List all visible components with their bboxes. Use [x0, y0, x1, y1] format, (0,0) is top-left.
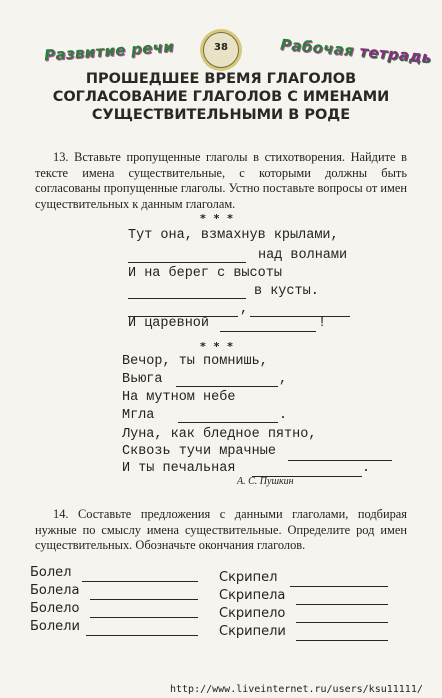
verb-right-3-blank[interactable]: [296, 622, 388, 623]
poem2-line-4-end: .: [279, 408, 288, 423]
poem1-line-6-end: !: [318, 316, 327, 331]
header-left-word1: Развитие: [43, 40, 127, 65]
verb-right-2: Скрипела: [219, 588, 286, 603]
verb-left-3-blank[interactable]: [90, 617, 198, 618]
poem2-line-2: Вьюга: [122, 372, 163, 387]
title-line-1: ПРОШЕДШЕЕ ВРЕМЯ ГЛАГОЛОВ: [85, 71, 357, 87]
page-title: [30, 70, 412, 124]
page-emblem: [203, 32, 239, 68]
verb-left-4: Болели: [30, 619, 80, 634]
poem1-blank-2[interactable]: [128, 298, 246, 299]
poem-author: А. С. Пушкин: [237, 476, 294, 487]
verb-right-1-blank[interactable]: [290, 586, 388, 587]
poem1-blank-1[interactable]: [128, 262, 246, 263]
poem2-blank-3[interactable]: [288, 460, 392, 461]
poem1-line-2: над волнами: [258, 248, 348, 263]
poem1-blank-4[interactable]: [250, 316, 350, 317]
verb-right-3: Скрипело: [219, 606, 286, 621]
verb-left-2-blank[interactable]: [90, 599, 198, 600]
poem2-line-6: Сквозь тучи мрачные: [122, 444, 276, 459]
poem2-blank-1[interactable]: [176, 386, 278, 387]
poem2-blank-2[interactable]: [178, 422, 278, 423]
poem2-line-2-end: ,: [279, 372, 288, 387]
header-left-word2: речи: [130, 37, 175, 59]
header-right-logo: [280, 35, 433, 66]
poem2-line-1: Вечор, ты помнишь,: [122, 354, 268, 369]
poem2-line-4: Мгла: [122, 408, 155, 423]
verb-right-1: Скрипел: [219, 570, 278, 585]
poem1-blank-5[interactable]: [220, 331, 316, 332]
poem1-line-1: Тут она, взмахнув крылами,: [128, 228, 339, 243]
poem1-stars: * * *: [200, 212, 235, 225]
poem2-line-3: На мутном небе: [122, 390, 236, 405]
verb-right-4: Скрипели: [219, 624, 286, 639]
poem1-line-6: И царевной: [128, 316, 210, 331]
verb-right-4-blank[interactable]: [296, 640, 388, 641]
poem1-line-5-comma: ,: [240, 302, 249, 317]
verb-left-2: Болела: [30, 583, 80, 598]
verb-left-4-blank[interactable]: [86, 635, 198, 636]
header-right-word2: тетрадь: [358, 42, 433, 67]
poem2-line-7-end: .: [362, 461, 371, 476]
verb-right-2-blank[interactable]: [296, 604, 388, 605]
header-left-logo: [44, 37, 175, 64]
poem2-line-7: И ты печальная: [122, 461, 236, 476]
poem1-line-4: в кусты.: [254, 284, 319, 299]
task-13-instructions: 13. Вставьте пропущенные глаголы в стихотворения. Найдите в тексте имена существительные, с которыми должны быть согласованы пропущенные глаголы. Устно поставьте вопросы от имен существительных к данным глаголам.: [35, 150, 407, 211]
page-number: 38: [214, 42, 228, 53]
verb-left-3: Болело: [30, 601, 80, 616]
poem2-line-5: Луна, как бледное пятно,: [122, 427, 317, 442]
title-line-3: СУЩЕСТВИТЕЛЬНЫМИ В РОДЕ: [91, 107, 351, 123]
title-line-2: СОГЛАСОВАНИЕ ГЛАГОЛОВ С ИМЕНАМИ: [52, 89, 390, 105]
watermark-url: http://www.liveinternet.ru/users/ksu11111/: [170, 684, 423, 695]
header-right-word1: Рабочая: [279, 35, 355, 60]
verb-left-1-blank[interactable]: [82, 581, 198, 582]
poem2-stars: * * *: [200, 340, 235, 353]
verb-left-1: Болел: [30, 565, 72, 580]
poem1-line-3: И на берег с высоты: [128, 266, 282, 281]
task-14-instructions: 14. Составьте предложения с данными глаголами, подбирая нужные по смыслу имена существительные. Определите род имен существительных. Обозначьте окончания глаголов.: [35, 507, 407, 553]
